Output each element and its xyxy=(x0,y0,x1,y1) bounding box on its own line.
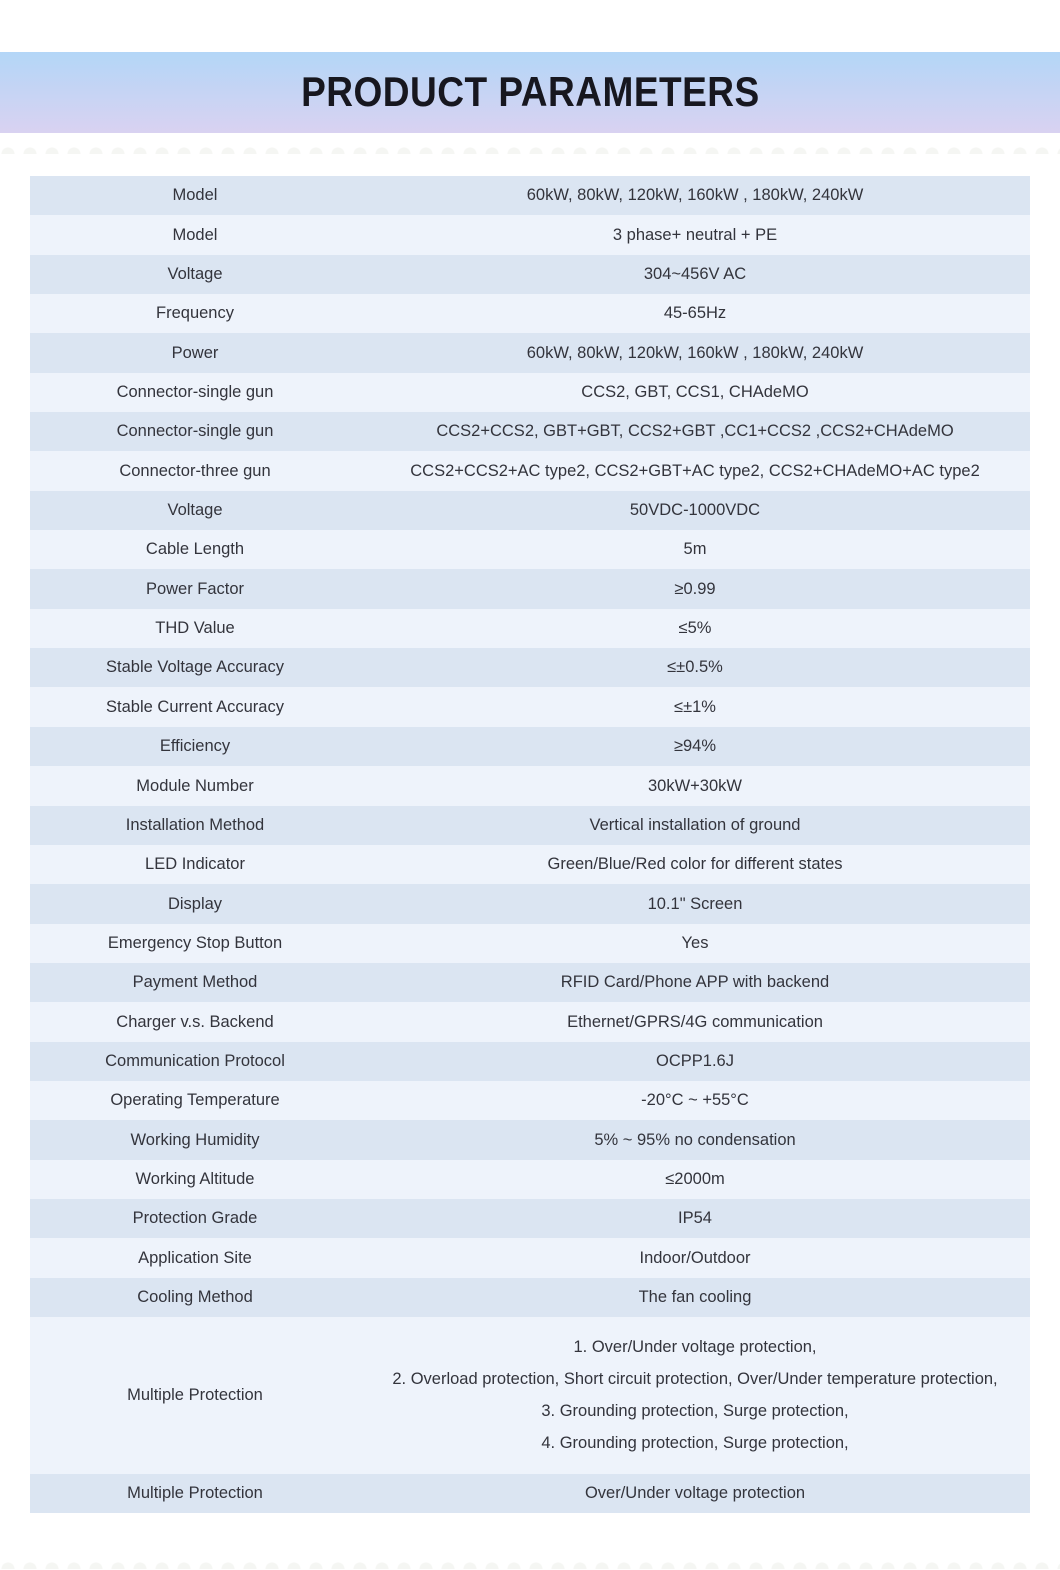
row-value: CCS2, GBT, CCS1, CHAdeMO xyxy=(581,383,809,402)
row-label: Stable Voltage Accuracy xyxy=(106,658,284,677)
row-label: THD Value xyxy=(155,619,235,638)
table-row xyxy=(30,1160,1030,1199)
row-value: ≥94% xyxy=(673,737,717,756)
table-row xyxy=(30,333,1030,372)
row-value: The fan cooling xyxy=(638,1287,752,1306)
row-label: Module Number xyxy=(136,776,254,795)
row-label: Cable Length xyxy=(145,540,245,559)
row-value: Yes xyxy=(681,933,709,952)
row-value: Indoor/Outdoor xyxy=(639,1248,751,1267)
row-value: IP54 xyxy=(678,1209,712,1228)
table-row xyxy=(30,294,1030,333)
row-value: ≤±0.5% xyxy=(667,658,723,677)
row-label: Working Altitude xyxy=(135,1169,255,1188)
table-row xyxy=(30,963,1030,1002)
row-value: Vertical installation of ground xyxy=(589,815,801,834)
row-label: Communication Protocol xyxy=(105,1051,285,1070)
page-title: PRODUCT PARAMETERS xyxy=(300,68,760,116)
row-value: 5% ~ 95% no condensation xyxy=(594,1130,796,1149)
row-value: RFID Card/Phone APP with backend xyxy=(560,973,830,992)
row-label: Connector-single gun xyxy=(116,383,274,402)
row-label: Voltage xyxy=(167,501,223,520)
table-row xyxy=(30,609,1030,648)
row-label: Voltage xyxy=(167,265,223,284)
table-row xyxy=(30,569,1030,608)
row-label: Payment Method xyxy=(132,973,258,992)
row-value: CCS2+CCS2+AC type2, CCS2+GBT+AC type2, CCS2+CHAdeMO+AC type2 xyxy=(410,461,980,480)
row-value-line: 3. Grounding protection, Surge protection, xyxy=(541,1401,849,1420)
table-row xyxy=(30,215,1030,254)
row-value: CCS2+CCS2, GBT+GBT, CCS2+GBT ,CC1+CCS2 ,CCS2+CHAdeMO xyxy=(436,422,954,441)
row-value: 50VDC-1000VDC xyxy=(629,501,761,520)
row-label: LED Indicator xyxy=(145,855,245,874)
table-row xyxy=(30,884,1030,923)
row-label: Display xyxy=(167,894,223,913)
row-value: 5m xyxy=(683,540,707,559)
row-value: 45-65Hz xyxy=(663,304,727,323)
table-row xyxy=(30,1238,1030,1277)
row-value: OCPP1.6J xyxy=(656,1051,734,1070)
row-value-line: 1. Over/Under voltage protection, xyxy=(573,1338,817,1357)
table-row xyxy=(30,1317,1030,1474)
table-row xyxy=(30,373,1030,412)
table-row xyxy=(30,1002,1030,1041)
row-value: Over/Under voltage protection xyxy=(584,1484,806,1503)
row-label: Model xyxy=(172,225,218,244)
header-banner xyxy=(0,52,1060,133)
row-value: Green/Blue/Red color for different states xyxy=(547,855,843,874)
row-value: 10.1" Screen xyxy=(647,894,743,913)
spec-table xyxy=(30,176,1030,1513)
row-label: Power Factor xyxy=(145,579,245,598)
row-value: ≥0.99 xyxy=(674,579,716,598)
row-label: Cooling Method xyxy=(137,1287,253,1306)
row-value: 304~456V AC xyxy=(643,265,747,284)
row-value: -20°C ~ +55°C xyxy=(641,1091,749,1110)
row-label: Application Site xyxy=(138,1248,252,1267)
row-label: Connector-single gun xyxy=(116,422,274,441)
table-row xyxy=(30,727,1030,766)
table-row xyxy=(30,924,1030,963)
row-value: 60kW, 80kW, 120kW, 160kW , 180kW, 240kW xyxy=(526,343,864,362)
row-label: Working Humidity xyxy=(130,1130,260,1149)
row-label: Multiple Protection xyxy=(127,1386,263,1405)
table-row xyxy=(30,1081,1030,1120)
table-row xyxy=(30,530,1030,569)
row-label: Operating Temperature xyxy=(110,1091,280,1110)
table-row xyxy=(30,687,1030,726)
table-row xyxy=(30,1199,1030,1238)
row-label: Emergency Stop Button xyxy=(107,933,283,952)
table-row xyxy=(30,806,1030,845)
row-value: 30kW+30kW xyxy=(648,776,742,795)
table-row xyxy=(30,451,1030,490)
table-row xyxy=(30,491,1030,530)
table-row xyxy=(30,255,1030,294)
table-row xyxy=(30,845,1030,884)
table-row xyxy=(30,766,1030,805)
row-label: Model xyxy=(172,186,218,205)
row-value-line: 4. Grounding protection, Surge protection, xyxy=(541,1433,849,1452)
row-label: Connector-three gun xyxy=(119,461,271,480)
row-label: Stable Current Accuracy xyxy=(106,697,284,716)
table-row xyxy=(30,176,1030,215)
row-value: ≤±1% xyxy=(674,697,716,716)
row-label: Installation Method xyxy=(125,815,265,834)
row-value: ≤2000m xyxy=(665,1169,725,1188)
table-row xyxy=(30,1474,1030,1513)
row-value-line: 2. Overload protection, Short circuit protection, Over/Under temperature protection, xyxy=(392,1370,998,1389)
row-label: Protection Grade xyxy=(132,1209,258,1228)
row-value: 3 phase+ neutral + PE xyxy=(612,225,778,244)
table-row xyxy=(30,1278,1030,1317)
row-label: Charger v.s. Backend xyxy=(116,1012,274,1031)
row-label: Efficiency xyxy=(159,737,231,756)
decorative-texture-top xyxy=(0,141,1060,154)
row-label: Multiple Protection xyxy=(127,1484,263,1503)
row-label: Power xyxy=(171,343,219,362)
decorative-texture-bottom xyxy=(0,1556,1060,1569)
table-row xyxy=(30,1042,1030,1081)
row-value xyxy=(360,1336,1030,1454)
row-value: 60kW, 80kW, 120kW, 160kW , 180kW, 240kW xyxy=(526,186,864,205)
row-value: ≤5% xyxy=(678,619,712,638)
row-label: Frequency xyxy=(156,304,234,323)
table-row xyxy=(30,1120,1030,1159)
table-row xyxy=(30,648,1030,687)
table-row xyxy=(30,412,1030,451)
row-value: Ethernet/GPRS/4G communication xyxy=(567,1012,823,1031)
